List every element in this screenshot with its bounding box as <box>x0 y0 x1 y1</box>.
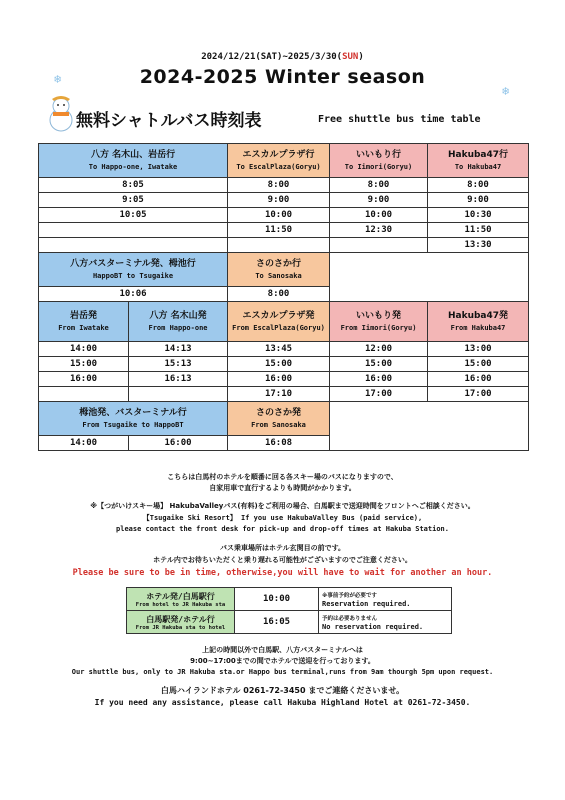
contact-en: If you need any assistance, please call Hakuba Highland Hotel at 0261-72-3450. <box>94 698 471 707</box>
tsugaike-note-en-1: 【Tsugaike Ski Resort】 If you use HakubaValley Bus (paid service), <box>142 514 423 522</box>
header-from-iwatake: 岩岳発 From Iwatake <box>39 302 129 342</box>
header-from-hakuba47: Hakuba47発 From Hakuba47 <box>428 302 529 342</box>
header-from-iimori: いいもり発 From Iimori(Goryu) <box>330 302 428 342</box>
table-row: ホテル発/白馬駅行 From hotel to JR Hakuba sta 10:00 ※事前予約が必要です Reservation required. <box>127 588 452 611</box>
table-row: 13:30 <box>39 238 529 253</box>
date-range: 2024/12/21(SAT)~2025/3/30(SUN) <box>201 52 364 62</box>
table-row: 8:05 8:00 8:00 8:00 <box>39 178 529 193</box>
season-title: 2024-2025 Winter season <box>139 66 426 88</box>
table-row: 白馬駅発/ホテル行 From JR Hakuba sta to hotel 16:05 予約は必要ありません No reservation required. <box>127 611 452 634</box>
snowflake-icon: ❄ <box>502 84 510 98</box>
en-title: Free shuttle bus time table <box>318 114 481 125</box>
footer-line-2: 9:00~17:00までの間でホテルで送迎を行っております。 <box>190 657 375 665</box>
tsugaike-note-en-2: please contact the front desk for pick-up and drop-off times at Hakuba Station. <box>116 525 449 533</box>
header-to-escalplaza: エスカルプラザ行 To EscalPlaza(Goryu) <box>228 144 330 178</box>
footer-line-1: 上記の時間以外で白馬駅、八方バスターミナルへは <box>202 646 363 654</box>
contact-jp: 白馬ハイランドホテル 0261-72-3450 までご連絡くださいませ。 <box>160 686 405 695</box>
header-tsugaike-to-happobt: 栂池発、バスターミナル行 From Tsugaike to HappoBT <box>39 402 228 436</box>
tsugaike-note-jp: ※【つがいけスキー場】 HakubaValleyバス(有料)をご利用の場合、白馬駅まで送迎時間をフロントへご相談ください。 <box>90 502 475 510</box>
snowman-mascot-icon <box>46 94 76 134</box>
table-row: 14:00 16:00 16:08 <box>39 436 529 451</box>
stop-note-2: ホテル内でお待ちいただくと乗り遅れる可能性がございますのでご注意ください。 <box>153 556 412 564</box>
header-from-sanosaka: さのさか発 From Sanosaka <box>228 402 330 436</box>
station-shuttle-table <box>126 587 452 634</box>
stop-note-1: バス乗車場所はホテル玄関目の前です。 <box>219 544 346 552</box>
warning-text: Please be sure to be in time, otherwise,you will have to wait for another an hour. <box>72 568 493 578</box>
snowflake-icon: ❄ <box>54 72 62 86</box>
table-row: 14:00 14:13 13:45 12:00 13:00 <box>39 342 529 357</box>
table-row: 16:00 16:13 16:00 16:00 16:00 <box>39 372 529 387</box>
table-row: 9:05 9:00 9:00 9:00 <box>39 193 529 208</box>
shuttle-timetable <box>38 143 529 451</box>
header-to-sanosaka: さのさか行 To Sanosaka <box>228 253 330 287</box>
header-from-escalplaza: エスカルプラザ発 From EscalPlaza(Goryu) <box>228 302 330 342</box>
header-happobt-to-tsugaike: 八方バスターミナル発、栂池行 HappoBT to Tsugaike <box>39 253 228 287</box>
table-row: 15:00 15:13 15:00 15:00 15:00 <box>39 357 529 372</box>
table-row: 10:05 10:00 10:00 10:30 <box>39 208 529 223</box>
header-to-iimori: いいもり行 To Iimori(Goryu) <box>330 144 428 178</box>
note-line-2: 自家用車で直行するよりも時間がかかります。 <box>209 484 356 492</box>
table-row: 10:06 8:00 <box>39 287 529 302</box>
table-row: 11:50 12:30 11:50 <box>39 223 529 238</box>
table-row: 17:10 17:00 17:00 <box>39 387 529 402</box>
jp-title: 無料シャトルバス時刻表 <box>76 111 262 131</box>
header-to-hakuba47: Hakuba47行 To Hakuba47 <box>428 144 529 178</box>
footer-line-3: Our shuttle bus, only to JR Hakuba sta.or Happo bus terminal,runs from 9am thourgh 5pm upon request. <box>71 668 494 676</box>
header-from-happo: 八方 名木山発 From Happo-one <box>129 302 228 342</box>
note-line-1: こちらは白馬村のホテルを順番に回る各スキー場のバスになりますので、 <box>167 473 398 481</box>
header-to-happo: 八方 名木山、岩岳行 To Happo-one, Iwatake <box>39 144 228 178</box>
